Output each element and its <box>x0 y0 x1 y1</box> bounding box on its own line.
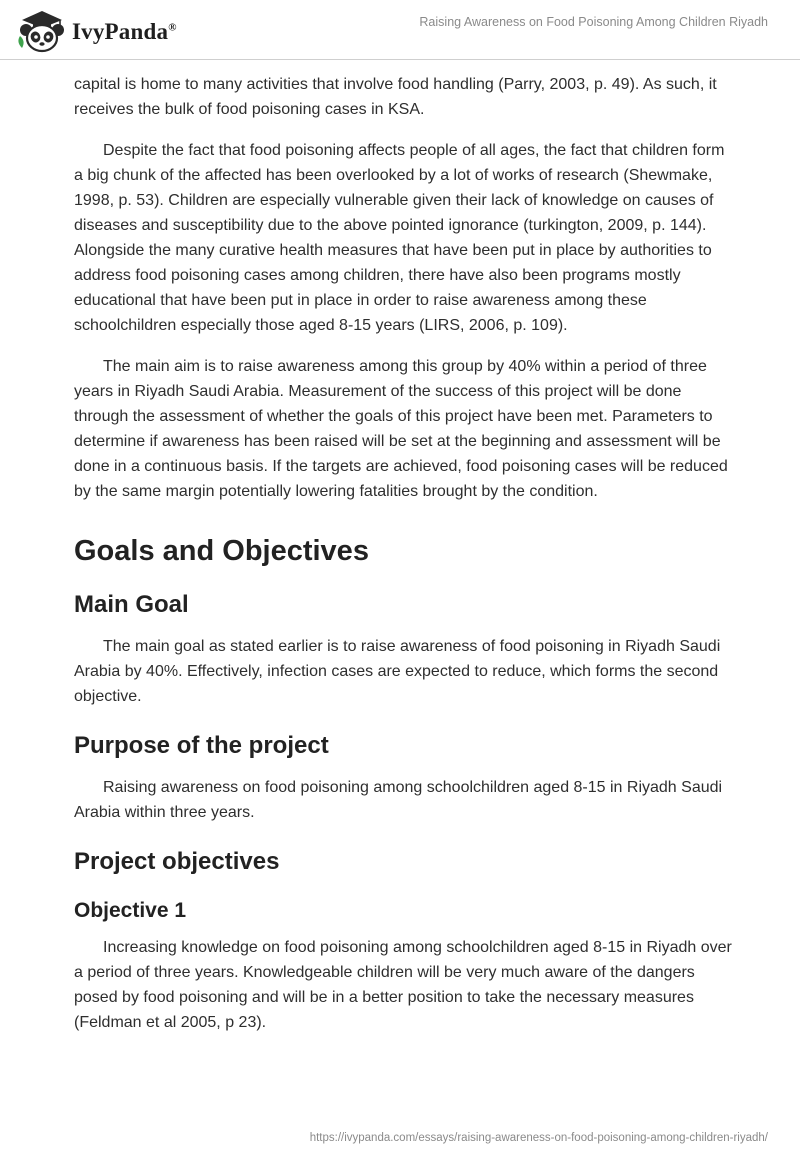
document-title: Raising Awareness on Food Poisoning Among Children Riyadh <box>419 15 768 29</box>
brand-name: IvyPanda® <box>72 19 177 44</box>
paragraph: Raising awareness on food poisoning among schoolchildren aged 8-15 in Riyadh Saudi Arabia within three years. <box>74 779 723 821</box>
source-url-link[interactable]: https://ivypanda.com/essays/raising-awareness-on-food-poisoning-among-children-riyadh/ <box>309 1132 768 1144</box>
section-heading-goals: Goals and Objectives <box>74 535 369 567</box>
page-header <box>0 0 800 60</box>
subheading-objective-1: Objective 1 <box>74 899 187 922</box>
paragraph: The main aim is to raise awareness among this group by 40% within a period of three years in Riyadh Saudi Arabia. Measurement of the success of this project will be done through the assessment of whether the goals of this project have been met. Parameters to determine if awareness has been raised will be set at the beginning and assessment will be done in a continuous basis. If the targets are achieved, food poisoning cases will be reduced by the same margin potentially lowering fatalities brought by the condition. <box>74 358 728 500</box>
paragraph: Despite the fact that food poisoning affects people of all ages, the fact that children form a big chunk of the affected has been overlooked by a lot of works of research (Shewmake, 1998, p. 53). Children are especially vulnerable given their lack of knowledge on causes of diseases and susceptibility due to the above pointed ignorance (turkington, 2009, p. 144). Alongside the many curative health measures that have been put in place by authorities to address food poisoning cases among children, there have also been programs mostly educational that have been put in place in order to raise awareness among these schoolchildren especially those aged 8-15 years (LIRS, 2006, p. 109). <box>74 142 725 334</box>
subheading-purpose: Purpose of the project <box>74 732 329 759</box>
paragraph-continued: capital is home to many activities that involve food handling (Parry, 2003, p. 49). As such, it receives the bulk of food poisoning cases in KSA. <box>74 76 717 118</box>
trademark-symbol: ® <box>168 21 177 34</box>
paragraph: Increasing knowledge on food poisoning among schoolchildren aged 8-15 in Riyadh over a period of three years. Knowledgeable children will be very much aware of the dangers posed by food poisoning and will be in a better position to take the necessary measures (Feldman et al 2005, p 23). <box>74 939 732 1031</box>
essay-content <box>74 72 734 1035</box>
subheading-main-goal: Main Goal <box>74 591 189 618</box>
paragraph: The main goal as stated earlier is to raise awareness of food poisoning in Riyadh Saudi Arabia by 40%. Effectively, infection cases are expected to reduce, which forms the second objective. <box>74 638 721 705</box>
brand-logo[interactable] <box>14 8 177 54</box>
subheading-project-objectives: Project objectives <box>74 848 280 875</box>
panda-logo-icon <box>14 8 68 54</box>
